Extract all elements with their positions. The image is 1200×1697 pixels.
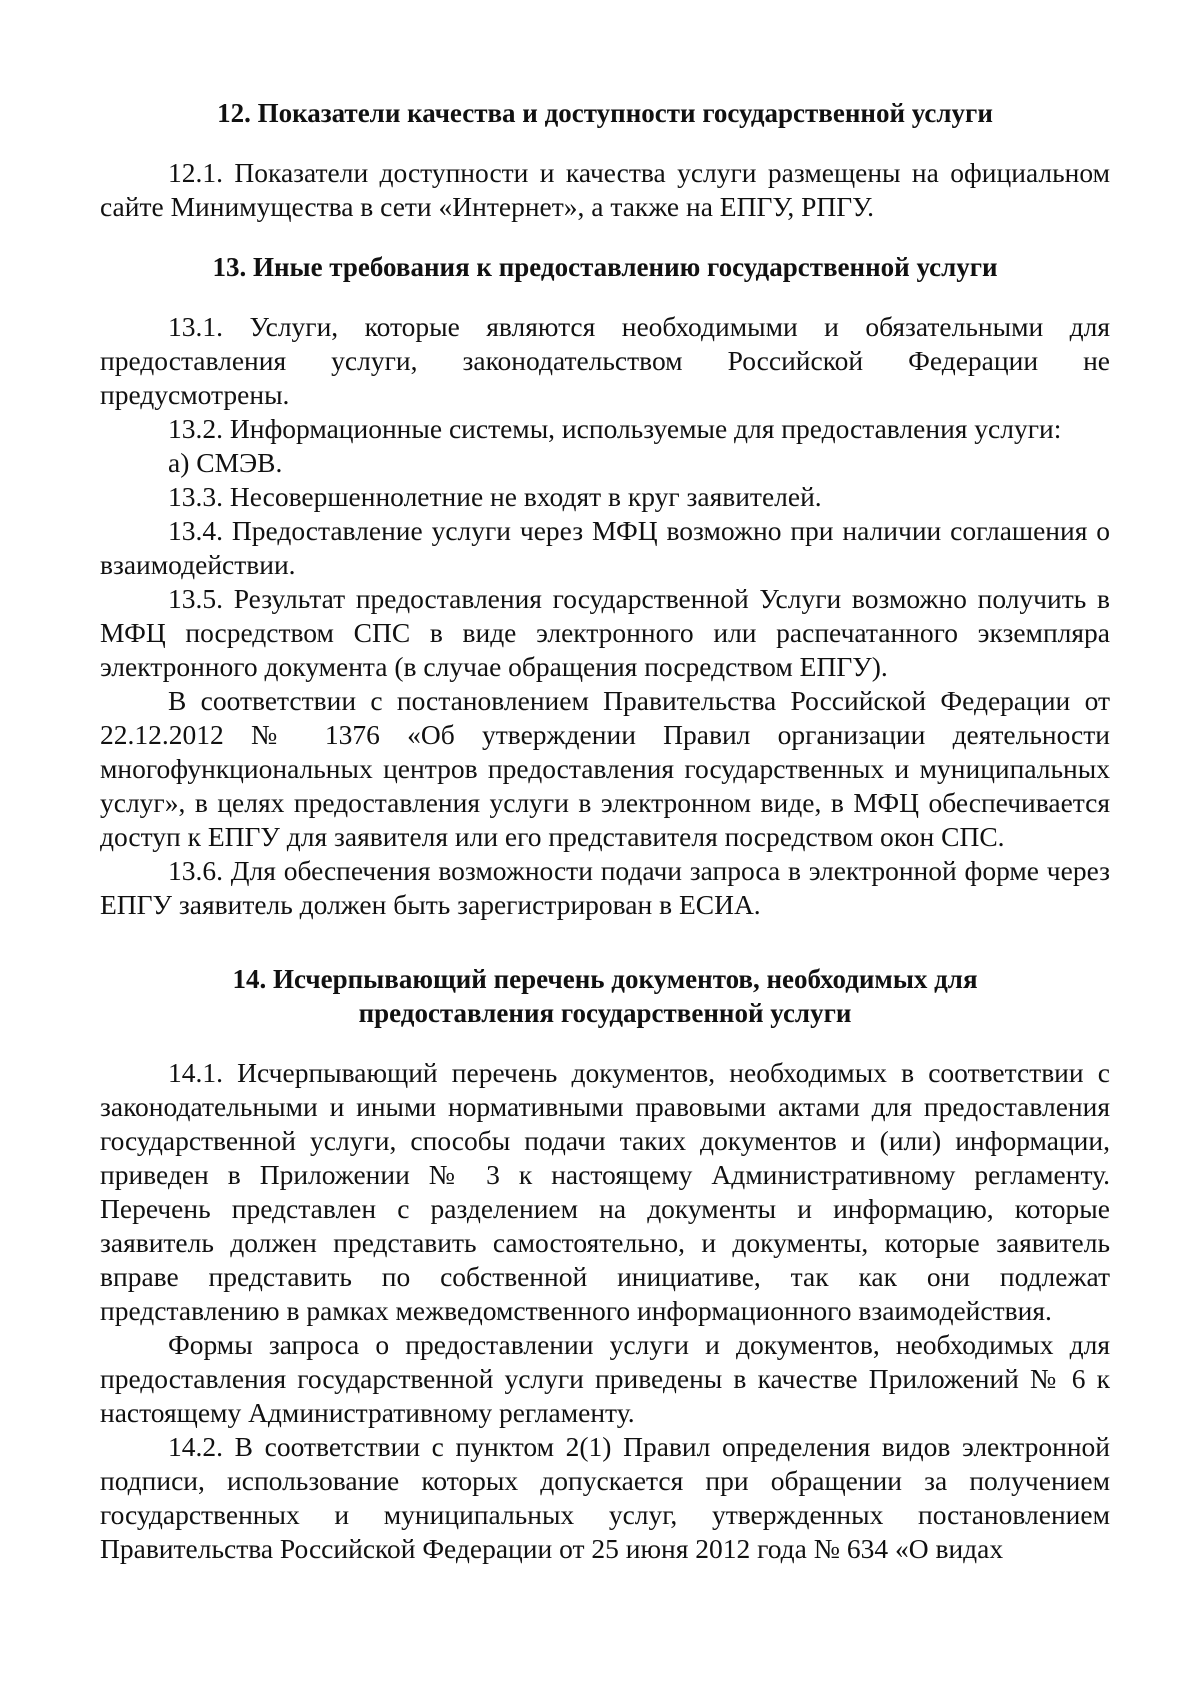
paragraph-12-1: 12.1. Показатели доступности и качества услуги размещены на официальном сайте Минимущества в сети «Интернет», а также на ЕПГУ, РПГУ. — [100, 157, 1110, 222]
paragraph-13-2: 13.2. Информационные системы, используемые для предоставления услуги: — [168, 413, 1062, 444]
paragraph-14-1-forms: Формы запроса о предоставлении услуги и документов, необходимых для предоставления государственной услуги приведены в качестве Приложений № 6 к настоящему Административному регламенту. — [100, 1329, 1110, 1428]
paragraph-13-3: 13.3. Несовершеннолетние не входят в круг заявителей. — [168, 481, 822, 512]
paragraph-13-1: 13.1. Услуги, которые являются необходимыми и обязательными для предоставления услуги, законодательством Российской Федерации не предусмотрены. — [100, 311, 1110, 410]
section-13-heading: 13. Иные требования к предоставлению государственной услуги — [212, 252, 998, 282]
document-page — [100, 96, 1110, 1566]
section-12-heading: 12. Показатели качества и доступности государственной услуги — [217, 98, 993, 128]
section-14-heading-line-2: предоставления государственной услуги — [358, 998, 852, 1028]
paragraph-14-2: 14.2. В соответствии с пунктом 2(1) Правил определения видов электронной подписи, использование которых допускается при обращении за получением государственных и муниципальных услуг, утвержденных постановлением Правительства Российской Федерации от 25 июня 2012 года № 634 «О видах — [100, 1431, 1110, 1564]
paragraph-13-5: 13.5. Результат предоставления государственной Услуги возможно получить в МФЦ посредством СПС в виде электронного или распечатанного экземпляра электронного документа (в случае обращения посредством ЕПГУ). — [100, 583, 1110, 682]
section-14-heading-line-1: 14. Исчерпывающий перечень документов, необходимых для — [232, 964, 978, 994]
paragraph-14-1: 14.1. Исчерпывающий перечень документов, необходимых в соответствии с законодательными и иными нормативными правовыми актами для предоставления государственной услуги, способы подачи таких документов и (или) информации, приведен в Приложении № 3 к настоящему Административному регламенту. Перечень представлен с разделением на документы и информацию, которые заявитель должен представить самостоятельно, и документы, которые заявитель вправе представить по собственной инициативе, так как они подлежат представлению в рамках межведомственного информационного взаимодействия. — [100, 1057, 1110, 1326]
paragraph-13-6: 13.6. Для обеспечения возможности подачи запроса в электронной форме через ЕПГУ заявитель должен быть зарегистрирован в ЕСИА. — [100, 855, 1110, 920]
paragraph-13-4: 13.4. Предоставление услуги через МФЦ возможно при наличии соглашения о взаимодействии. — [100, 515, 1110, 580]
paragraph-13-2-a: а) СМЭВ. — [168, 447, 283, 478]
section-14-heading — [100, 962, 1110, 1030]
paragraph-13-5-continued: В соответствии с постановлением Правительства Российской Федерации от 22.12.2012 № 1376 «Об утверждении Правил организации деятельности многофункциональных центров предоставления государственных и муниципальных услуг», в целях предоставления услуги в электронном виде, в МФЦ обеспечивается доступ к ЕПГУ для заявителя или его представителя посредством окон СПС. — [100, 685, 1110, 852]
